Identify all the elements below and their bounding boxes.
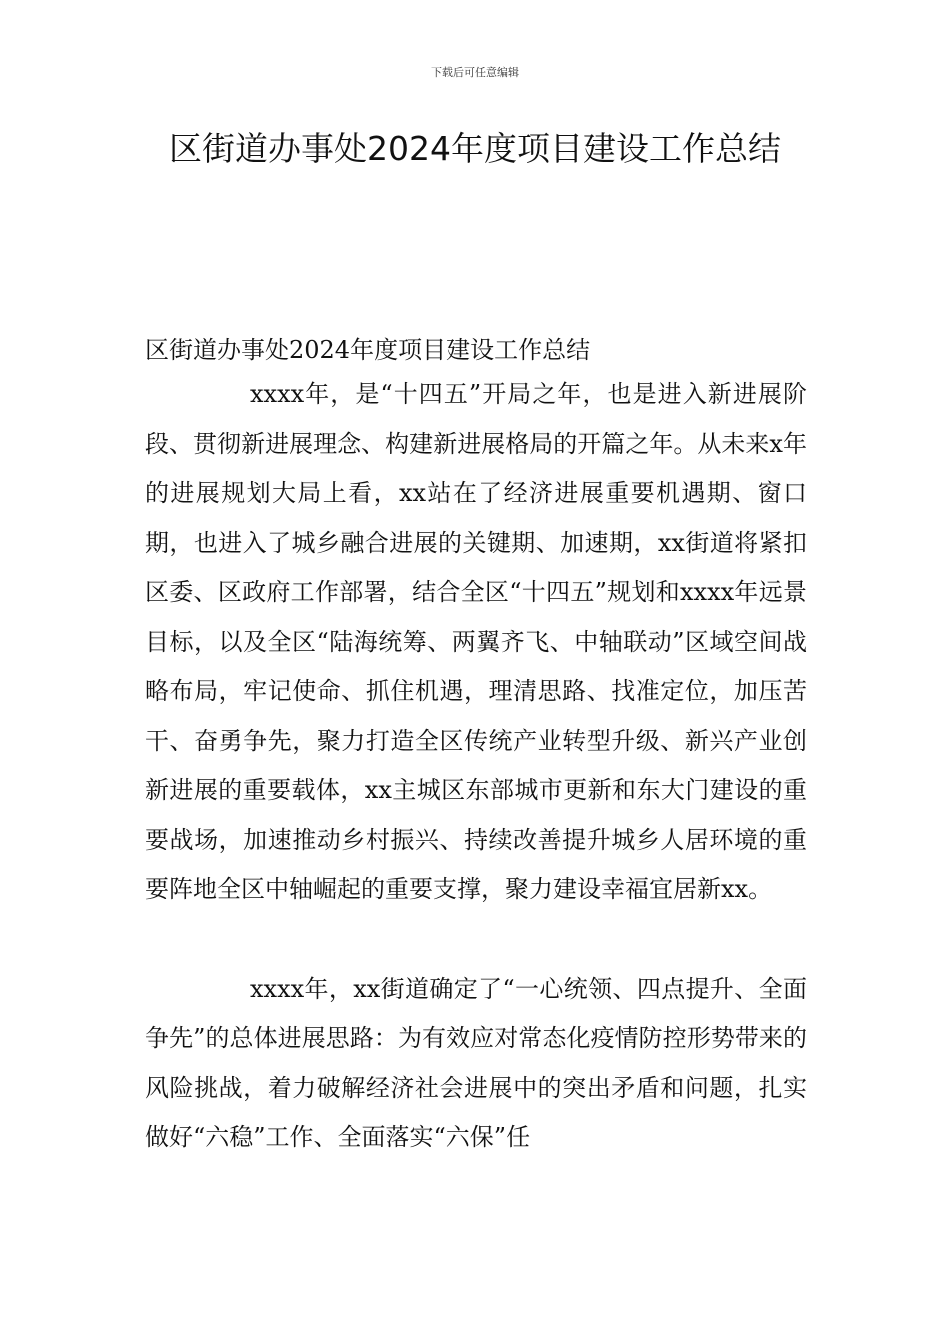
paragraph-1: xxxx年，是“十四五”开局之年，也是进入新进展阶段、贯彻新进展理念、构建新进展格局的开篇之年。从未来x年的进展规划大局上看，xx站在了经济进展重要机遇期、窗口期，也进入了城乡融合进展的关键期、加速期，xx街道将紧扣区委、区政府工作部署，结合全区“十四五”规划和xxxx年远景目标，以及全区“陆海统筹、两翼齐飞、中轴联动”区域空间战略布局，牢记使命、抓住机遇，理清思路、找准定位，加压苦干、奋勇争先，聚力打造全区传统产业转型升级、新兴产业创新进展的重要载体，xx主城区东部城市更新和东大门建设的重要战场，加速推动乡村振兴、持续改善提升城乡人居环境的重要阵地全区中轴崛起的重要支撑，聚力建设幸福宜居新xx。	[145, 380, 807, 903]
header-note: 下载后可任意编辑	[431, 66, 519, 79]
document-body	[145, 330, 807, 1163]
paragraph-2: xxxx年，xx街道确定了“一心统领、四点提升、全面争先”的总体进展思路：为有效应对常态化疫情防控形势带来的风险挑战，着力破解经济社会进展中的突出矛盾和问题，扎实做好“六稳”工作、全面落实“六保”任	[145, 974, 807, 1151]
document-title: 区街道办事处2024年度项目建设工作总结	[169, 129, 781, 168]
document-subtitle: 区街道办事处2024年度项目建设工作总结	[145, 336, 591, 364]
